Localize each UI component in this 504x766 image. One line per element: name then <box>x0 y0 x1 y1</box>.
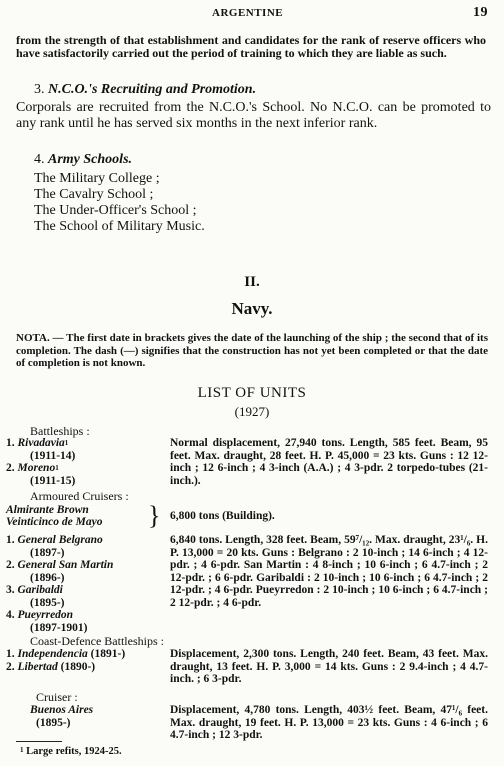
unit-name: Pueyrredon <box>17 609 74 621</box>
list-of-units-title: LIST OF UNITS <box>197 385 307 401</box>
category-coast-defence: Coast-Defence Battleships : <box>30 634 164 648</box>
category-cruiser: Cruiser : <box>36 690 78 704</box>
header-title: ARGENTINE <box>212 7 284 19</box>
footnote-ref: 1 <box>55 464 59 472</box>
brace-symbol: } <box>148 501 161 530</box>
category-armoured-cruisers: Armoured Cruisers : <box>30 489 129 503</box>
unit-buenos-aires <box>30 704 93 729</box>
unit-almirante-brown: Almirante Brown <box>6 504 89 516</box>
unit-number: 2. <box>6 462 15 474</box>
unit-dates: (1890-) <box>60 661 96 673</box>
section-3-text: Corporals are recruited from the N.C.O.'s School. No N.C.O. can be promoted to any rank until he has served six months in the next inferior rank. <box>16 100 491 131</box>
unit-independencia <box>6 648 125 661</box>
unit-number: 3. <box>6 584 15 596</box>
unit-name: General San Martin <box>17 559 114 571</box>
unit-general-belgrano <box>6 534 103 559</box>
unit-dates: (1911-14) <box>30 449 76 462</box>
unit-number: 1. <box>6 534 15 546</box>
unit-veinticinco-de-mayo: Veinticinco de Mayo <box>6 516 103 528</box>
unit-number: 2. <box>6 661 15 673</box>
cruiser-description: Displacement, 4,780 tons. Length, 403½ feet. Beam, 47¹/₆ feet. Max. draught, 19 feet. H. P. 13,000 = 23 kts. Guns : 4 6-inch ; 6 4.7-inch ; 12 3-pdr. <box>170 704 488 741</box>
unit-rivadavia <box>6 437 75 462</box>
list-of-units-year: (1927) <box>234 404 270 419</box>
battleships-description: Normal displacement, 27,940 tons. Length, 585 feet. Beam, 95 feet. Max. draught, 28 feet. H. P. 45,000 = 23 kts. Guns : 12 12-inch ; 12 6-inch ; 4 3-inch (A.A.) ; 4 3-pdr. 2 torpedo-tubes (21-inch.). <box>170 437 488 487</box>
unit-name: Moreno <box>17 462 56 474</box>
footnote <box>20 746 122 757</box>
armoured-cruisers-description: 6,840 tons. Length, 328 feet. Beam, 59⁷/₁₂. Max. draught, 23¹/₆. H. P. 13,000 = 20 kts. Guns : Belgrano : 2 10-inch ; 14 6-inch ; 4 12-pdr. ; 4 6-pdr. San Martin : 4 8-inch ; 10 6-inch ; 6 4.7-inch ; 2 12-pdr. ; 6 6-pdr. Garibaldi : 2 10-inch ; 10 6-inch ; 6 4.7-inch ; 2 12-pdr. ; 4 6-pdr. Pueyrredon : 2 10-inch ; 10 6-inch ; 6 4.7-inch ; 2 12-pdr. ; 4 6-pdr. <box>170 534 488 609</box>
section-3-heading <box>34 82 256 98</box>
unit-name: Independencia <box>17 648 88 660</box>
section-4-heading <box>34 152 132 168</box>
category-battleships: Battleships : <box>30 424 90 438</box>
unit-moreno <box>6 462 75 487</box>
unit-libertad <box>6 661 95 674</box>
unit-dates: (1897-) <box>30 546 65 559</box>
section-3-title: N.C.O.'s Recruiting and Promotion. <box>48 82 257 97</box>
unit-name: Rivadavia <box>17 437 65 449</box>
unit-dates: (1895-) <box>36 716 71 729</box>
building-description: 6,800 tons (Building). <box>170 510 275 522</box>
part-title: Navy. <box>231 299 273 318</box>
page-number: 19 <box>473 5 488 20</box>
unit-name: Libertad <box>17 661 58 673</box>
list-item: The Cavalry School ; <box>34 187 154 202</box>
nota-label: NOTA. <box>16 332 50 344</box>
section-3-number: 3. <box>34 82 45 97</box>
unit-garibaldi <box>6 584 65 609</box>
unit-name: Buenos Aires <box>30 704 94 716</box>
list-item: The Under-Officer's School ; <box>34 203 197 218</box>
unit-name: Garibaldi <box>17 584 63 596</box>
footnote-mark: 1 <box>20 746 24 754</box>
section-4-title: Army Schools. <box>48 152 133 167</box>
unit-general-san-martin <box>6 559 113 584</box>
part-roman: II. <box>244 274 260 290</box>
footnote-text: Large refits, 1924-25. <box>26 746 122 757</box>
nota-text: — The first date in brackets gives the date of the launching of the ship ; the second that of its completion. The dash (—) signifies that the construction has not yet been completed or that the date of completion is not known. <box>16 332 488 369</box>
section-4-number: 4. <box>34 152 45 167</box>
unit-dates: (1896-) <box>30 571 65 584</box>
nota-paragraph <box>16 332 488 370</box>
footnote-ref: 1 <box>64 439 69 447</box>
unit-name: General Belgrano <box>17 534 103 546</box>
unit-dates: (1911-15) <box>30 474 76 487</box>
list-item: The Military College ; <box>34 171 160 186</box>
footnote-rule <box>16 741 62 742</box>
unit-number: 1. <box>6 648 15 660</box>
unit-number: 2. <box>6 559 15 571</box>
unit-dates: (1897-1901) <box>30 621 88 634</box>
intro-paragraph: from the strength of that establishment and candidates for the rank of reserve officers who have satisfactorily carried out the period of training to which they are liable as such. <box>16 33 486 60</box>
army-schools-list <box>34 171 205 235</box>
coast-defence-description: Displacement, 2,300 tons. Length, 240 feet. Beam, 43 feet. Max. draught, 13 feet. H. P. 3,000 = 14 kts. Guns : 2 9.4-inch ; 4 4.7-inch. ; 6 3-pdr. <box>170 648 488 685</box>
unit-pueyrredon <box>6 609 88 634</box>
unit-dates: (1891-) <box>90 648 126 660</box>
list-item: The School of Military Music. <box>34 219 205 234</box>
unit-dates: (1895-) <box>30 596 65 609</box>
unit-number: 1. <box>6 437 15 449</box>
unit-number: 4. <box>6 609 15 621</box>
